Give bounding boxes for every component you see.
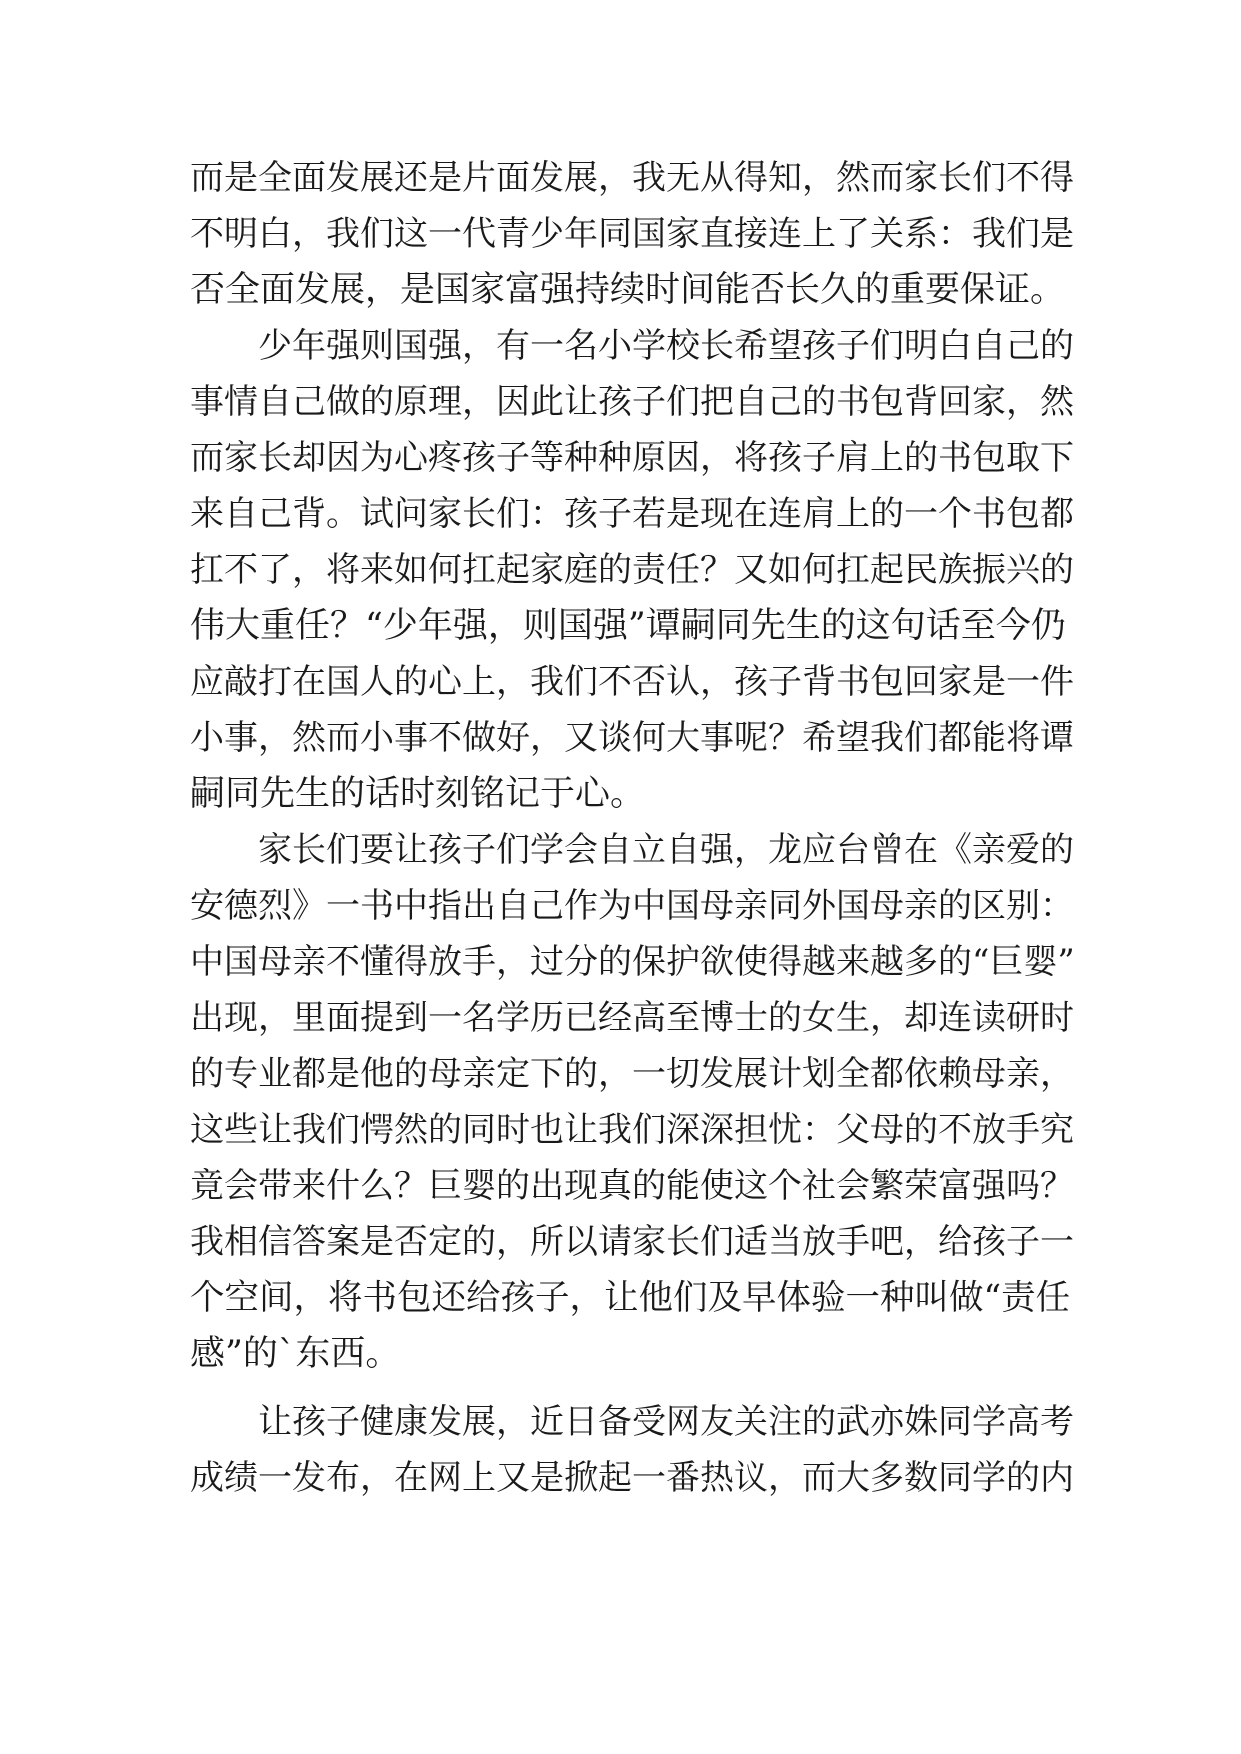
text-line: 小事，然而小事不做好，又谈何大事呢？希望我们都能将谭 xyxy=(190,718,1074,758)
text-line: 事情自己做的原理，因此让孩子们把自己的书包背回家，然 xyxy=(190,382,1074,422)
text-line: 感”的`东西。 xyxy=(190,1334,401,1374)
body-text xyxy=(190,150,1080,1506)
text-line: 扛不了，将来如何扛起家庭的责任？又如何扛起民族振兴的 xyxy=(190,550,1074,590)
text-line: 让孩子健康发展，近日备受网友关注的武亦姝同学高考 xyxy=(190,1402,1074,1442)
text-line: 而是全面发展还是片面发展，我无从得知，然而家长们不得 xyxy=(190,158,1074,198)
paragraph-4 xyxy=(190,1394,1080,1506)
paragraph-2 xyxy=(190,318,1080,822)
text-line: 竟会带来什么？巨婴的出现真的能使这个社会繁荣富强吗？ xyxy=(190,1166,1074,1206)
text-line: 应敲打在国人的心上，我们不否认，孩子背书包回家是一件 xyxy=(190,662,1074,702)
text-line: 安德烈》一书中指出自己作为中国母亲同外国母亲的区别： xyxy=(190,886,1074,926)
text-line: 不明白，我们这一代青少年同国家直接连上了关系：我们是 xyxy=(190,214,1074,254)
text-line: 少年强则国强，有一名小学校长希望孩子们明白自己的 xyxy=(190,326,1074,366)
text-line: 个空间，将书包还给孩子，让他们及早体验一种叫做“责任 xyxy=(190,1278,1071,1318)
text-line: 出现，里面提到一名学历已经高至博士的女生，却连读研时 xyxy=(190,998,1074,1038)
text-line: 成绩一发布，在网上又是掀起一番热议，而大多数同学的内 xyxy=(190,1458,1074,1498)
text-line: 来自己背。试问家长们：孩子若是现在连肩上的一个书包都 xyxy=(190,494,1074,534)
paragraph-3 xyxy=(190,822,1080,1382)
text-line: 我相信答案是否定的，所以请家长们适当放手吧，给孩子一 xyxy=(190,1222,1074,1262)
text-line: 嗣同先生的话时刻铭记于心。 xyxy=(190,774,646,814)
paragraph-1 xyxy=(190,150,1080,318)
text-line: 否全面发展，是国家富强持续时间能否长久的重要保证。 xyxy=(190,270,1066,310)
paragraph-gap xyxy=(190,1382,1080,1394)
text-line: 这些让我们愕然的同时也让我们深深担忧：父母的不放手究 xyxy=(190,1110,1074,1150)
text-line: 中国母亲不懂得放手，过分的保护欲使得越来越多的“巨婴” xyxy=(190,942,1075,982)
text-line: 家长们要让孩子们学会自立自强，龙应台曾在《亲爱的 xyxy=(190,830,1074,870)
text-line: 伟大重任？“少年强，则国强”谭嗣同先生的这句话至今仍 xyxy=(190,606,1066,646)
text-line: 而家长却因为心疼孩子等种种原因，将孩子肩上的书包取下 xyxy=(190,438,1074,478)
text-line: 的专业都是他的母亲定下的，一切发展计划全都依赖母亲， xyxy=(190,1054,1074,1094)
